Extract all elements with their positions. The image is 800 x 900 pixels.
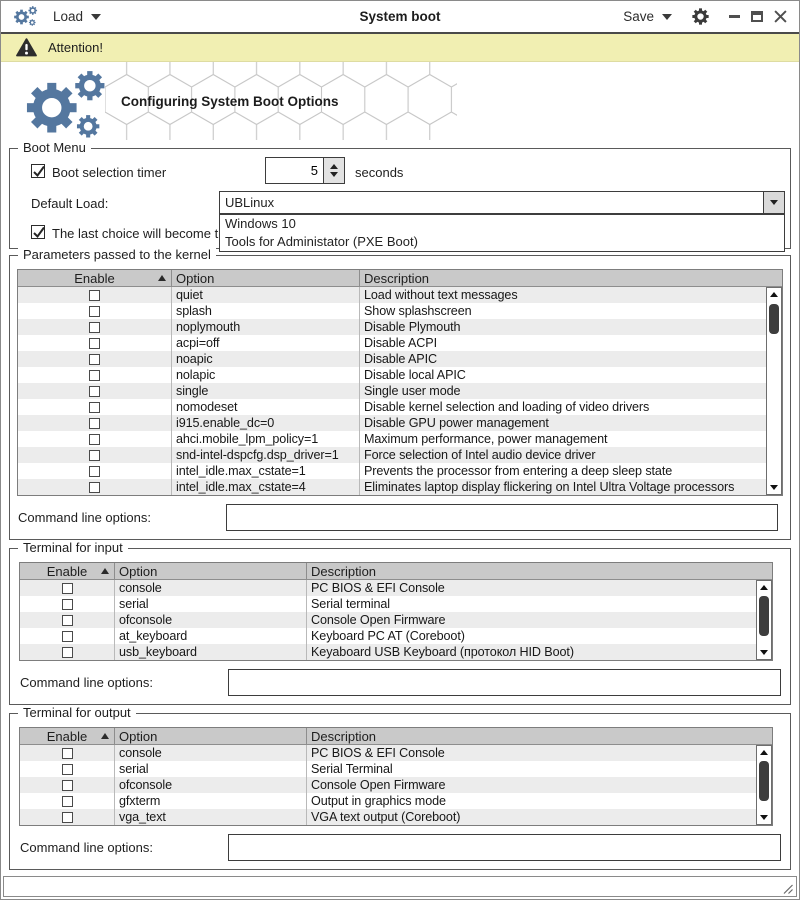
sort-ascending-icon bbox=[101, 733, 109, 739]
table-row[interactable] bbox=[20, 596, 772, 612]
table-header bbox=[20, 563, 772, 580]
option-cell: ofconsole bbox=[114, 777, 306, 793]
description-cell: Output in graphics mode bbox=[306, 793, 772, 809]
column-header-option[interactable]: Option bbox=[171, 270, 359, 286]
column-header-enable[interactable]: Enable bbox=[20, 563, 114, 579]
scroll-down-button[interactable] bbox=[757, 811, 771, 824]
window-title: System boot bbox=[359, 9, 441, 24]
boot-menu-legend: Boot Menu bbox=[18, 140, 91, 155]
description-cell: Keyaboard USB Keyboard (протокол HID Boot) bbox=[306, 644, 772, 660]
option-cell: gfxterm bbox=[114, 793, 306, 809]
terminal-input-table bbox=[19, 562, 773, 661]
description-cell: Disable ACPI bbox=[359, 335, 782, 351]
table-body bbox=[20, 580, 772, 660]
scroll-down-button[interactable] bbox=[767, 481, 781, 494]
table-row[interactable] bbox=[20, 745, 772, 761]
triangle-down-icon bbox=[760, 815, 768, 820]
description-cell: PC BIOS & EFI Console bbox=[306, 745, 772, 761]
table-body bbox=[18, 287, 782, 495]
dropdown-option[interactable]: Windows 10 bbox=[225, 216, 296, 231]
enable-checkbox[interactable] bbox=[62, 812, 73, 823]
scroll-up-button[interactable] bbox=[757, 581, 771, 594]
table-row[interactable] bbox=[18, 399, 782, 415]
last-choice-label: The last choice will become t bbox=[52, 226, 219, 241]
description-cell: Disable GPU power management bbox=[359, 415, 782, 431]
description-cell: Force selection of Intel audio device driver bbox=[359, 447, 782, 463]
enable-checkbox[interactable] bbox=[62, 780, 73, 791]
enable-checkbox[interactable] bbox=[89, 290, 100, 301]
option-cell: quiet bbox=[171, 287, 359, 303]
enable-checkbox[interactable] bbox=[89, 466, 100, 477]
resize-grip[interactable] bbox=[782, 883, 793, 894]
save-menu-button[interactable] bbox=[623, 9, 672, 24]
cmdline-label: Command line options: bbox=[20, 840, 153, 855]
description-cell: Single user mode bbox=[359, 383, 782, 399]
scroll-down-button[interactable] bbox=[757, 646, 771, 659]
cmdline-label: Command line options: bbox=[18, 510, 151, 525]
table-row[interactable] bbox=[20, 809, 772, 825]
banner-text: Attention! bbox=[48, 40, 103, 55]
table-row[interactable] bbox=[20, 793, 772, 809]
gears-logo-icon bbox=[23, 67, 111, 140]
enable-checkbox[interactable] bbox=[89, 338, 100, 349]
column-header-option[interactable]: Option bbox=[114, 563, 306, 579]
description-cell: Prevents the processor from entering a deep sleep state bbox=[359, 463, 782, 479]
boot-timer-label: Boot selection timer bbox=[52, 165, 167, 180]
option-cell: noplymouth bbox=[171, 319, 359, 335]
option-cell: ahci.mobile_lpm_policy=1 bbox=[171, 431, 359, 447]
table-row[interactable] bbox=[18, 431, 782, 447]
option-cell: at_keyboard bbox=[114, 628, 306, 644]
option-cell: nolapic bbox=[171, 367, 359, 383]
triangle-down-icon bbox=[770, 485, 778, 490]
enable-checkbox[interactable] bbox=[89, 354, 100, 365]
column-header-description[interactable]: Description bbox=[359, 270, 782, 286]
sort-ascending-icon bbox=[101, 568, 109, 574]
enable-checkbox[interactable] bbox=[89, 482, 100, 493]
table-row[interactable] bbox=[20, 644, 772, 660]
terminal-input-cmdline-input[interactable] bbox=[228, 669, 781, 696]
vertical-scrollbar[interactable] bbox=[756, 745, 772, 825]
enable-checkbox[interactable] bbox=[62, 748, 73, 759]
table-header bbox=[20, 728, 772, 745]
terminal-output-cmdline-input[interactable] bbox=[228, 834, 781, 861]
table-row[interactable] bbox=[18, 303, 782, 319]
boot-timer-value-input[interactable] bbox=[266, 158, 323, 183]
enable-checkbox[interactable] bbox=[62, 796, 73, 807]
option-cell: console bbox=[114, 745, 306, 761]
description-cell: Eliminates laptop display flickering on Intel Ultra Voltage processors bbox=[359, 479, 782, 495]
kernel-params-table bbox=[17, 269, 783, 496]
terminal-output-legend: Terminal for output bbox=[18, 705, 136, 720]
terminal-input-section bbox=[9, 540, 791, 705]
spinner-buttons bbox=[323, 158, 344, 183]
description-cell: Disable local APIC bbox=[359, 367, 782, 383]
dropdown-option[interactable]: Tools for Administator (PXE Boot) bbox=[225, 234, 418, 249]
warning-icon bbox=[16, 38, 37, 57]
scrollbar-track[interactable] bbox=[767, 301, 781, 481]
scrollbar-thumb[interactable] bbox=[759, 596, 769, 636]
option-cell: serial bbox=[114, 761, 306, 777]
option-cell: intel_idle.max_cstate=4 bbox=[171, 479, 359, 495]
option-cell: serial bbox=[114, 596, 306, 612]
kernel-cmdline-row bbox=[17, 504, 783, 531]
description-cell: Disable APIC bbox=[359, 351, 782, 367]
option-cell: single bbox=[171, 383, 359, 399]
triangle-up-icon bbox=[770, 292, 778, 297]
scroll-up-button[interactable] bbox=[757, 746, 771, 759]
app-logo-icon bbox=[13, 5, 39, 28]
kernel-params-section bbox=[9, 247, 791, 540]
triangle-down-icon bbox=[770, 200, 778, 205]
attention-banner bbox=[1, 34, 799, 62]
description-cell: Load without text messages bbox=[359, 287, 782, 303]
enable-checkbox[interactable] bbox=[62, 764, 73, 775]
option-cell: nomodeset bbox=[171, 399, 359, 415]
maximize-icon[interactable] bbox=[751, 11, 763, 22]
combobox-dropdown-button[interactable] bbox=[763, 192, 784, 213]
terminal-input-cmdline-row bbox=[19, 669, 773, 696]
spinner-down-icon[interactable] bbox=[330, 172, 338, 177]
table-row[interactable] bbox=[18, 335, 782, 351]
scroll-up-button[interactable] bbox=[767, 288, 781, 301]
kernel-cmdline-input[interactable] bbox=[226, 504, 778, 531]
boot-timer-spinner bbox=[265, 157, 345, 184]
description-cell: Keyboard PC AT (Coreboot) bbox=[306, 628, 772, 644]
option-cell: noapic bbox=[171, 351, 359, 367]
close-icon[interactable] bbox=[774, 10, 787, 23]
enable-checkbox[interactable] bbox=[89, 306, 100, 317]
description-cell: Serial Terminal bbox=[306, 761, 772, 777]
description-cell: Maximum performance, power management bbox=[359, 431, 782, 447]
description-cell: Console Open Firmware bbox=[306, 612, 772, 628]
option-cell: acpi=off bbox=[171, 335, 359, 351]
description-cell: Console Open Firmware bbox=[306, 777, 772, 793]
enable-checkbox[interactable] bbox=[62, 615, 73, 626]
load-menu-label: Load bbox=[53, 9, 84, 24]
table-row[interactable] bbox=[18, 287, 782, 303]
option-cell: usb_keyboard bbox=[114, 644, 306, 660]
boot-timer-checkbox[interactable] bbox=[31, 164, 45, 178]
description-cell: PC BIOS & EFI Console bbox=[306, 580, 772, 596]
triangle-down-icon bbox=[760, 650, 768, 655]
kernel-params-legend: Parameters passed to the kernel bbox=[18, 247, 216, 262]
description-cell: Disable Plymouth bbox=[359, 319, 782, 335]
title-bar bbox=[1, 1, 799, 34]
scrollbar-thumb[interactable] bbox=[769, 304, 779, 334]
enable-checkbox[interactable] bbox=[89, 418, 100, 429]
table-row[interactable] bbox=[20, 580, 772, 596]
enable-checkbox[interactable] bbox=[89, 322, 100, 333]
table-row[interactable] bbox=[18, 367, 782, 383]
enable-checkbox[interactable] bbox=[89, 434, 100, 445]
enable-checkbox[interactable] bbox=[62, 631, 73, 642]
option-cell: snd-intel-dspcfg.dsp_driver=1 bbox=[171, 447, 359, 463]
scrollbar-thumb[interactable] bbox=[759, 761, 769, 801]
default-load-combobox[interactable] bbox=[219, 191, 785, 214]
table-row[interactable] bbox=[20, 761, 772, 777]
last-choice-checkbox[interactable] bbox=[31, 225, 45, 239]
combobox-value: UBLinux bbox=[225, 195, 275, 210]
table-row[interactable] bbox=[20, 777, 772, 793]
table-row[interactable] bbox=[18, 415, 782, 431]
option-cell: vga_text bbox=[114, 809, 306, 825]
option-cell: intel_idle.max_cstate=1 bbox=[171, 463, 359, 479]
page-header bbox=[1, 62, 799, 140]
option-cell: console bbox=[114, 580, 306, 596]
option-cell: splash bbox=[171, 303, 359, 319]
scrollbar-track[interactable] bbox=[757, 594, 771, 646]
terminal-output-cmdline-row bbox=[19, 834, 773, 861]
table-row[interactable] bbox=[18, 463, 782, 479]
enable-checkbox[interactable] bbox=[89, 402, 100, 413]
page-title: Configuring System Boot Options bbox=[121, 94, 339, 109]
table-row[interactable] bbox=[18, 447, 782, 463]
column-header-description[interactable]: Description bbox=[306, 728, 772, 744]
column-header-option[interactable]: Option bbox=[114, 728, 306, 744]
triangle-up-icon bbox=[760, 585, 768, 590]
table-row[interactable] bbox=[20, 612, 772, 628]
enable-checkbox[interactable] bbox=[62, 647, 73, 658]
terminal-output-section bbox=[9, 705, 791, 870]
option-cell: ofconsole bbox=[114, 612, 306, 628]
chevron-down-icon bbox=[91, 14, 101, 20]
column-header-enable[interactable]: Enable bbox=[20, 728, 114, 744]
terminal-input-legend: Terminal for input bbox=[18, 540, 128, 555]
description-cell: Show splashscreen bbox=[359, 303, 782, 319]
description-cell: VGA text output (Coreboot) bbox=[306, 809, 772, 825]
vertical-scrollbar[interactable] bbox=[766, 287, 782, 495]
cmdline-label: Command line options: bbox=[20, 675, 153, 690]
table-row[interactable] bbox=[18, 383, 782, 399]
enable-checkbox[interactable] bbox=[89, 386, 100, 397]
scrollbar-track[interactable] bbox=[757, 759, 771, 811]
column-header-description[interactable]: Description bbox=[306, 563, 772, 579]
enable-checkbox[interactable] bbox=[89, 450, 100, 461]
status-bar bbox=[3, 876, 797, 897]
table-row[interactable] bbox=[18, 319, 782, 335]
boot-menu-section bbox=[9, 140, 791, 249]
spinner-up-icon[interactable] bbox=[330, 164, 338, 169]
enable-checkbox[interactable] bbox=[62, 583, 73, 594]
enable-checkbox[interactable] bbox=[62, 599, 73, 610]
enable-checkbox[interactable] bbox=[89, 370, 100, 381]
column-header-enable[interactable]: Enable bbox=[18, 270, 171, 286]
table-header bbox=[18, 270, 782, 287]
table-body bbox=[20, 745, 772, 825]
vertical-scrollbar[interactable] bbox=[756, 580, 772, 660]
terminal-output-table bbox=[19, 727, 773, 826]
load-menu-button[interactable] bbox=[53, 9, 101, 24]
sort-ascending-icon bbox=[158, 275, 166, 281]
minimize-icon[interactable] bbox=[729, 15, 740, 18]
settings-gear-icon[interactable] bbox=[692, 8, 709, 25]
option-cell: i915.enable_dc=0 bbox=[171, 415, 359, 431]
table-row[interactable] bbox=[18, 479, 782, 495]
table-row[interactable] bbox=[18, 351, 782, 367]
description-cell: Serial terminal bbox=[306, 596, 772, 612]
seconds-label: seconds bbox=[355, 165, 404, 180]
chevron-down-icon bbox=[662, 14, 672, 20]
default-load-label: Default Load: bbox=[31, 196, 109, 211]
triangle-up-icon bbox=[760, 750, 768, 755]
save-menu-label: Save bbox=[623, 9, 654, 24]
description-cell: Disable kernel selection and loading of video drivers bbox=[359, 399, 782, 415]
default-load-dropdown-list bbox=[219, 214, 785, 252]
table-row[interactable] bbox=[20, 628, 772, 644]
